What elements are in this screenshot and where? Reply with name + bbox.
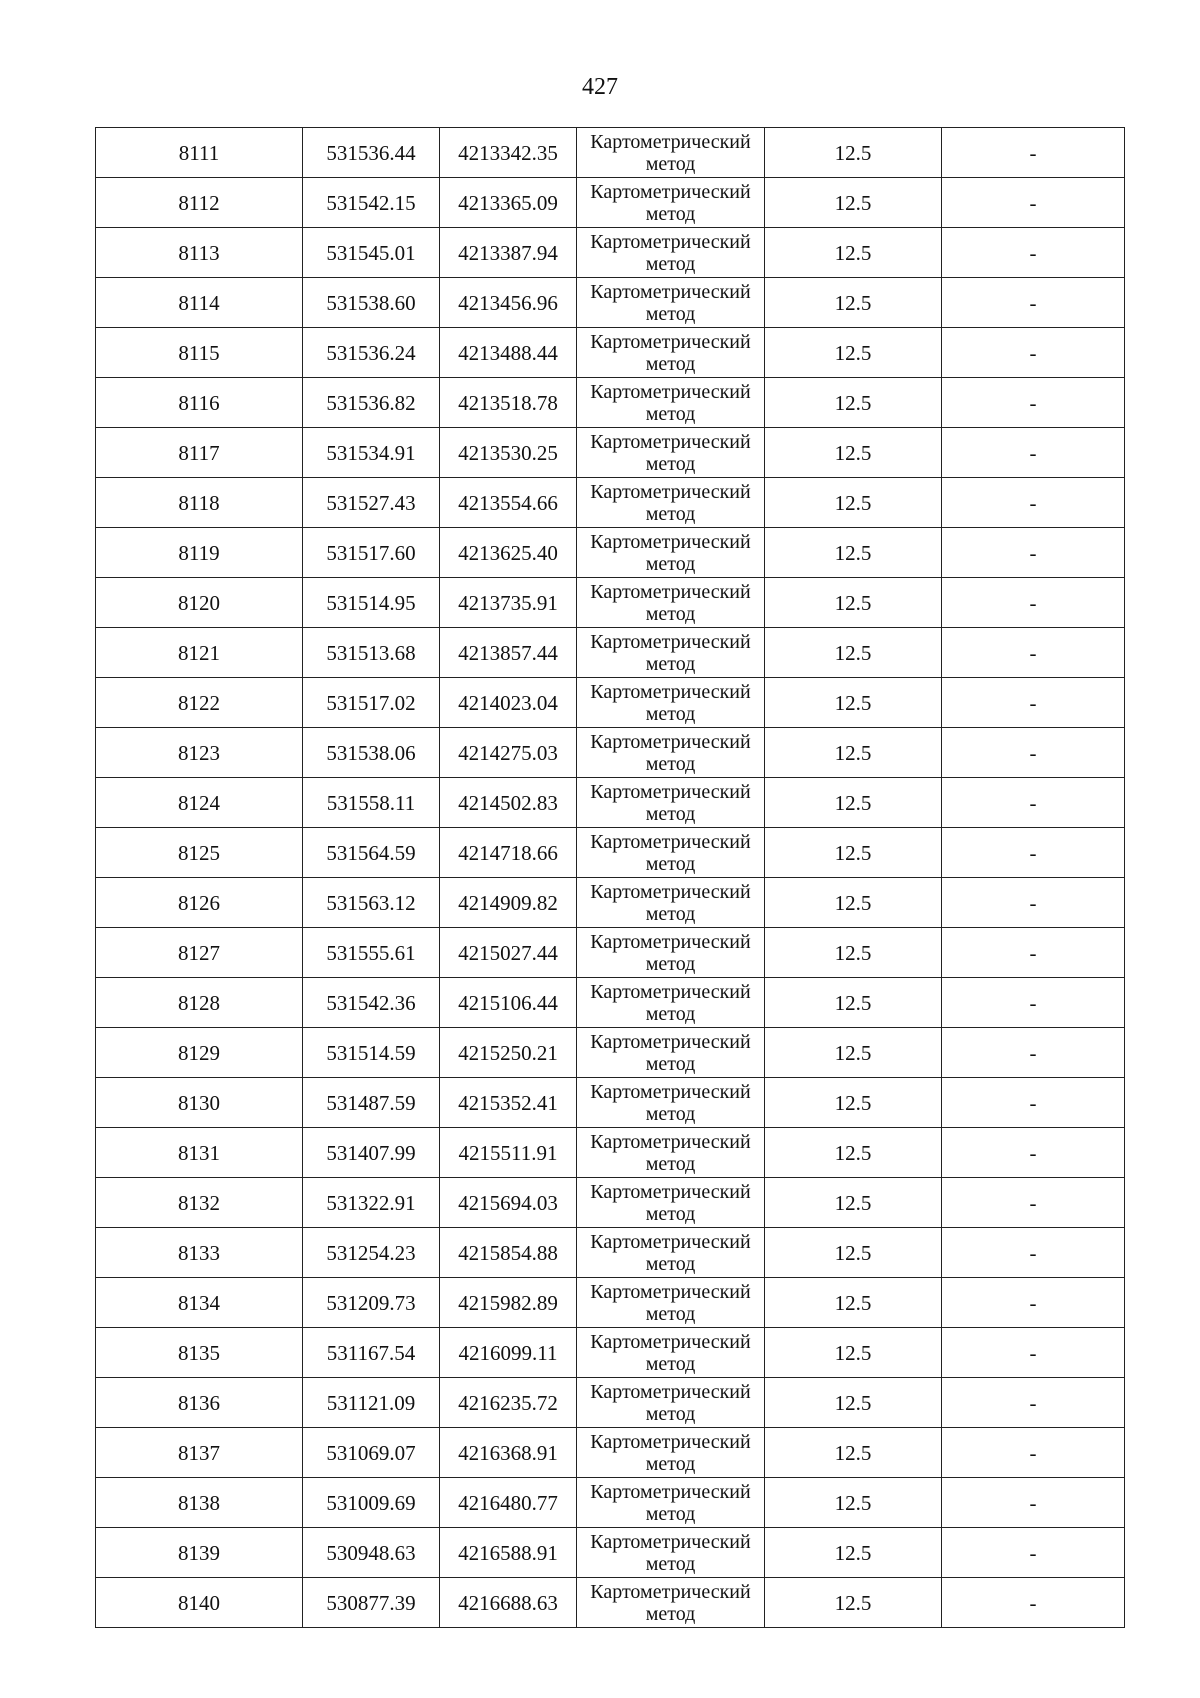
method-cell [577,1528,765,1578]
x-coordinate-cell: 531536.44 [303,128,440,178]
accuracy-cell: 12.5 [765,1528,942,1578]
method-line-1: Картометрический [590,730,751,753]
y-coordinate-cell: 4213735.91 [440,578,577,628]
table-row [96,1278,1125,1328]
y-coordinate-cell: 4215511.91 [440,1128,577,1178]
method-line-1: Картометрический [590,1480,751,1503]
point-number-cell: 8133 [96,1228,303,1278]
accuracy-cell: 12.5 [765,1578,942,1628]
point-number-cell: 8140 [96,1578,303,1628]
x-coordinate-cell: 531121.09 [303,1378,440,1428]
note-cell: - [942,528,1125,578]
method-line-1: Картометрический [590,1380,751,1403]
method-cell [577,378,765,428]
y-coordinate-cell: 4216688.63 [440,1578,577,1628]
y-coordinate-cell: 4214023.04 [440,678,577,728]
point-number-cell: 8119 [96,528,303,578]
y-coordinate-cell: 4214275.03 [440,728,577,778]
x-coordinate-cell: 531487.59 [303,1078,440,1128]
y-coordinate-cell: 4215854.88 [440,1228,577,1278]
note-cell: - [942,628,1125,678]
table-row [96,1428,1125,1478]
accuracy-cell: 12.5 [765,1378,942,1428]
y-coordinate-cell: 4213387.94 [440,228,577,278]
method-cell [577,1428,765,1478]
point-number-cell: 8115 [96,328,303,378]
method-cell [577,978,765,1028]
note-cell: - [942,1028,1125,1078]
method-line-2: метод [645,352,696,375]
method-line-2: метод [645,1602,696,1625]
note-cell: - [942,1528,1125,1578]
note-cell: - [942,878,1125,928]
method-cell [577,178,765,228]
note-cell: - [942,378,1125,428]
table-row [96,1478,1125,1528]
accuracy-cell: 12.5 [765,678,942,728]
accuracy-cell: 12.5 [765,778,942,828]
method-line-2: метод [645,952,696,975]
note-cell: - [942,728,1125,778]
point-number-cell: 8139 [96,1528,303,1578]
coordinates-table-body [96,128,1125,1628]
accuracy-cell: 12.5 [765,1178,942,1228]
point-number-cell: 8124 [96,778,303,828]
point-number-cell: 8121 [96,628,303,678]
x-coordinate-cell: 531542.15 [303,178,440,228]
method-cell [577,278,765,328]
note-cell: - [942,1328,1125,1378]
method-line-2: метод [645,1102,696,1125]
table-row [96,178,1125,228]
method-line-1: Картометрический [590,630,751,653]
accuracy-cell: 12.5 [765,428,942,478]
method-cell [577,1178,765,1228]
method-line-2: метод [645,1452,696,1475]
method-line-2: метод [645,1252,696,1275]
accuracy-cell: 12.5 [765,1428,942,1478]
x-coordinate-cell: 531209.73 [303,1278,440,1328]
method-cell [577,778,765,828]
method-line-2: метод [645,502,696,525]
method-line-1: Картометрический [590,1330,751,1353]
note-cell: - [942,778,1125,828]
y-coordinate-cell: 4213456.96 [440,278,577,328]
method-cell [577,1578,765,1628]
accuracy-cell: 12.5 [765,1278,942,1328]
note-cell: - [942,478,1125,528]
x-coordinate-cell: 531254.23 [303,1228,440,1278]
method-line-1: Картометрический [590,830,751,853]
method-line-1: Картометрический [590,380,751,403]
method-line-1: Картометрический [590,880,751,903]
table-row [96,878,1125,928]
y-coordinate-cell: 4216099.11 [440,1328,577,1378]
x-coordinate-cell: 531069.07 [303,1428,440,1478]
y-coordinate-cell: 4215982.89 [440,1278,577,1328]
method-cell [577,1078,765,1128]
x-coordinate-cell: 531564.59 [303,828,440,878]
table-row [96,1328,1125,1378]
y-coordinate-cell: 4216235.72 [440,1378,577,1428]
method-line-1: Картометрический [590,280,751,303]
method-line-2: метод [645,702,696,725]
note-cell: - [942,278,1125,328]
point-number-cell: 8117 [96,428,303,478]
accuracy-cell: 12.5 [765,828,942,878]
method-line-1: Картометрический [590,1230,751,1253]
accuracy-cell: 12.5 [765,1028,942,1078]
accuracy-cell: 12.5 [765,1228,942,1278]
accuracy-cell: 12.5 [765,728,942,778]
method-line-2: метод [645,1352,696,1375]
y-coordinate-cell: 4213342.35 [440,128,577,178]
method-line-2: метод [645,802,696,825]
method-line-1: Картометрический [590,680,751,703]
point-number-cell: 8118 [96,478,303,528]
note-cell: - [942,1278,1125,1328]
accuracy-cell: 12.5 [765,378,942,428]
accuracy-cell: 12.5 [765,228,942,278]
point-number-cell: 8128 [96,978,303,1028]
note-cell: - [942,1378,1125,1428]
table-row [96,1028,1125,1078]
method-line-2: метод [645,752,696,775]
method-line-1: Картометрический [590,230,751,253]
method-line-2: метод [645,852,696,875]
y-coordinate-cell: 4213530.25 [440,428,577,478]
method-line-2: метод [645,652,696,675]
table-row [96,378,1125,428]
method-cell [577,128,765,178]
table-row [96,978,1125,1028]
point-number-cell: 8132 [96,1178,303,1228]
x-coordinate-cell: 530948.63 [303,1528,440,1578]
x-coordinate-cell: 531527.43 [303,478,440,528]
method-line-2: метод [645,602,696,625]
method-line-2: метод [645,402,696,425]
y-coordinate-cell: 4216368.91 [440,1428,577,1478]
accuracy-cell: 12.5 [765,1478,942,1528]
x-coordinate-cell: 531555.61 [303,928,440,978]
method-line-1: Картометрический [590,930,751,953]
method-line-2: метод [645,902,696,925]
method-line-2: метод [645,1052,696,1075]
note-cell: - [942,178,1125,228]
note-cell: - [942,128,1125,178]
y-coordinate-cell: 4216588.91 [440,1528,577,1578]
accuracy-cell: 12.5 [765,328,942,378]
method-cell [577,528,765,578]
x-coordinate-cell: 531536.82 [303,378,440,428]
method-line-1: Картометрический [590,1580,751,1603]
x-coordinate-cell: 531538.60 [303,278,440,328]
note-cell: - [942,1228,1125,1278]
method-line-1: Картометрический [590,1180,751,1203]
method-cell [577,828,765,878]
point-number-cell: 8127 [96,928,303,978]
y-coordinate-cell: 4213857.44 [440,628,577,678]
x-coordinate-cell: 530877.39 [303,1578,440,1628]
method-line-2: метод [645,202,696,225]
method-line-1: Картометрический [590,530,751,553]
method-cell [577,1378,765,1428]
accuracy-cell: 12.5 [765,278,942,328]
table-row [96,828,1125,878]
point-number-cell: 8125 [96,828,303,878]
method-line-2: метод [645,1302,696,1325]
method-line-1: Картометрический [590,130,751,153]
note-cell: - [942,1478,1125,1528]
method-cell [577,728,765,778]
x-coordinate-cell: 531009.69 [303,1478,440,1528]
point-number-cell: 8112 [96,178,303,228]
method-cell [577,1478,765,1528]
x-coordinate-cell: 531517.60 [303,528,440,578]
note-cell: - [942,1078,1125,1128]
x-coordinate-cell: 531322.91 [303,1178,440,1228]
y-coordinate-cell: 4213488.44 [440,328,577,378]
table-row [96,428,1125,478]
x-coordinate-cell: 531513.68 [303,628,440,678]
note-cell: - [942,678,1125,728]
table-row [96,578,1125,628]
x-coordinate-cell: 531542.36 [303,978,440,1028]
point-number-cell: 8113 [96,228,303,278]
table-row [96,628,1125,678]
y-coordinate-cell: 4215694.03 [440,1178,577,1228]
note-cell: - [942,578,1125,628]
x-coordinate-cell: 531534.91 [303,428,440,478]
note-cell: - [942,328,1125,378]
note-cell: - [942,1428,1125,1478]
x-coordinate-cell: 531536.24 [303,328,440,378]
table-row [96,1178,1125,1228]
table-row [96,1078,1125,1128]
point-number-cell: 8120 [96,578,303,628]
accuracy-cell: 12.5 [765,1328,942,1378]
accuracy-cell: 12.5 [765,1078,942,1128]
method-line-2: метод [645,1202,696,1225]
accuracy-cell: 12.5 [765,928,942,978]
point-number-cell: 8114 [96,278,303,328]
method-line-2: метод [645,1502,696,1525]
method-line-2: метод [645,452,696,475]
table-row [96,1228,1125,1278]
accuracy-cell: 12.5 [765,128,942,178]
accuracy-cell: 12.5 [765,478,942,528]
x-coordinate-cell: 531514.95 [303,578,440,628]
note-cell: - [942,828,1125,878]
y-coordinate-cell: 4214909.82 [440,878,577,928]
method-cell [577,1328,765,1378]
point-number-cell: 8130 [96,1078,303,1128]
method-cell [577,1028,765,1078]
point-number-cell: 8111 [96,128,303,178]
method-line-2: метод [645,1552,696,1575]
method-line-1: Картометрический [590,1530,751,1553]
table-row [96,1378,1125,1428]
method-cell [577,628,765,678]
accuracy-cell: 12.5 [765,578,942,628]
note-cell: - [942,1178,1125,1228]
note-cell: - [942,978,1125,1028]
y-coordinate-cell: 4215352.41 [440,1078,577,1128]
point-number-cell: 8123 [96,728,303,778]
y-coordinate-cell: 4215250.21 [440,1028,577,1078]
method-cell [577,678,765,728]
page-number: 427 [582,74,618,100]
point-number-cell: 8126 [96,878,303,928]
point-number-cell: 8134 [96,1278,303,1328]
note-cell: - [942,928,1125,978]
method-line-2: метод [645,1402,696,1425]
method-line-1: Картометрический [590,980,751,1003]
table-row [96,728,1125,778]
method-line-1: Картометрический [590,180,751,203]
table-row [96,778,1125,828]
accuracy-cell: 12.5 [765,978,942,1028]
method-line-1: Картометрический [590,780,751,803]
method-line-1: Картометрический [590,1030,751,1053]
x-coordinate-cell: 531167.54 [303,1328,440,1378]
table-row [96,1128,1125,1178]
method-line-2: метод [645,302,696,325]
accuracy-cell: 12.5 [765,1128,942,1178]
point-number-cell: 8138 [96,1478,303,1528]
y-coordinate-cell: 4215027.44 [440,928,577,978]
method-cell [577,928,765,978]
method-line-2: метод [645,552,696,575]
point-number-cell: 8137 [96,1428,303,1478]
x-coordinate-cell: 531514.59 [303,1028,440,1078]
method-line-2: метод [645,152,696,175]
note-cell: - [942,1128,1125,1178]
method-cell [577,1278,765,1328]
table-row [96,328,1125,378]
method-cell [577,878,765,928]
point-number-cell: 8135 [96,1328,303,1378]
coordinates-table [95,127,1125,1628]
method-cell [577,578,765,628]
y-coordinate-cell: 4213365.09 [440,178,577,228]
accuracy-cell: 12.5 [765,628,942,678]
table-row [96,128,1125,178]
method-cell [577,1128,765,1178]
method-line-1: Картометрический [590,480,751,503]
x-coordinate-cell: 531538.06 [303,728,440,778]
method-line-2: метод [645,252,696,275]
x-coordinate-cell: 531558.11 [303,778,440,828]
y-coordinate-cell: 4213518.78 [440,378,577,428]
accuracy-cell: 12.5 [765,178,942,228]
point-number-cell: 8129 [96,1028,303,1078]
table-row [96,478,1125,528]
table-row [96,228,1125,278]
x-coordinate-cell: 531517.02 [303,678,440,728]
point-number-cell: 8136 [96,1378,303,1428]
point-number-cell: 8122 [96,678,303,728]
accuracy-cell: 12.5 [765,528,942,578]
method-line-1: Картометрический [590,430,751,453]
method-cell [577,428,765,478]
method-line-2: метод [645,1152,696,1175]
x-coordinate-cell: 531407.99 [303,1128,440,1178]
x-coordinate-cell: 531545.01 [303,228,440,278]
table-row [96,1528,1125,1578]
note-cell: - [942,228,1125,278]
y-coordinate-cell: 4213554.66 [440,478,577,528]
method-cell [577,1228,765,1278]
accuracy-cell: 12.5 [765,878,942,928]
method-line-1: Картометрический [590,1430,751,1453]
method-line-1: Картометрический [590,580,751,603]
method-line-1: Картометрический [590,1130,751,1153]
method-line-1: Картометрический [590,1080,751,1103]
table-row [96,678,1125,728]
y-coordinate-cell: 4214718.66 [440,828,577,878]
table-row [96,928,1125,978]
y-coordinate-cell: 4213625.40 [440,528,577,578]
point-number-cell: 8131 [96,1128,303,1178]
y-coordinate-cell: 4215106.44 [440,978,577,1028]
table-row [96,528,1125,578]
method-line-1: Картометрический [590,1280,751,1303]
y-coordinate-cell: 4216480.77 [440,1478,577,1528]
y-coordinate-cell: 4214502.83 [440,778,577,828]
note-cell: - [942,428,1125,478]
table-row [96,1578,1125,1628]
method-line-1: Картометрический [590,330,751,353]
method-cell [577,228,765,278]
method-cell [577,328,765,378]
note-cell: - [942,1578,1125,1628]
table-row [96,278,1125,328]
point-number-cell: 8116 [96,378,303,428]
x-coordinate-cell: 531563.12 [303,878,440,928]
method-line-2: метод [645,1002,696,1025]
method-cell [577,478,765,528]
